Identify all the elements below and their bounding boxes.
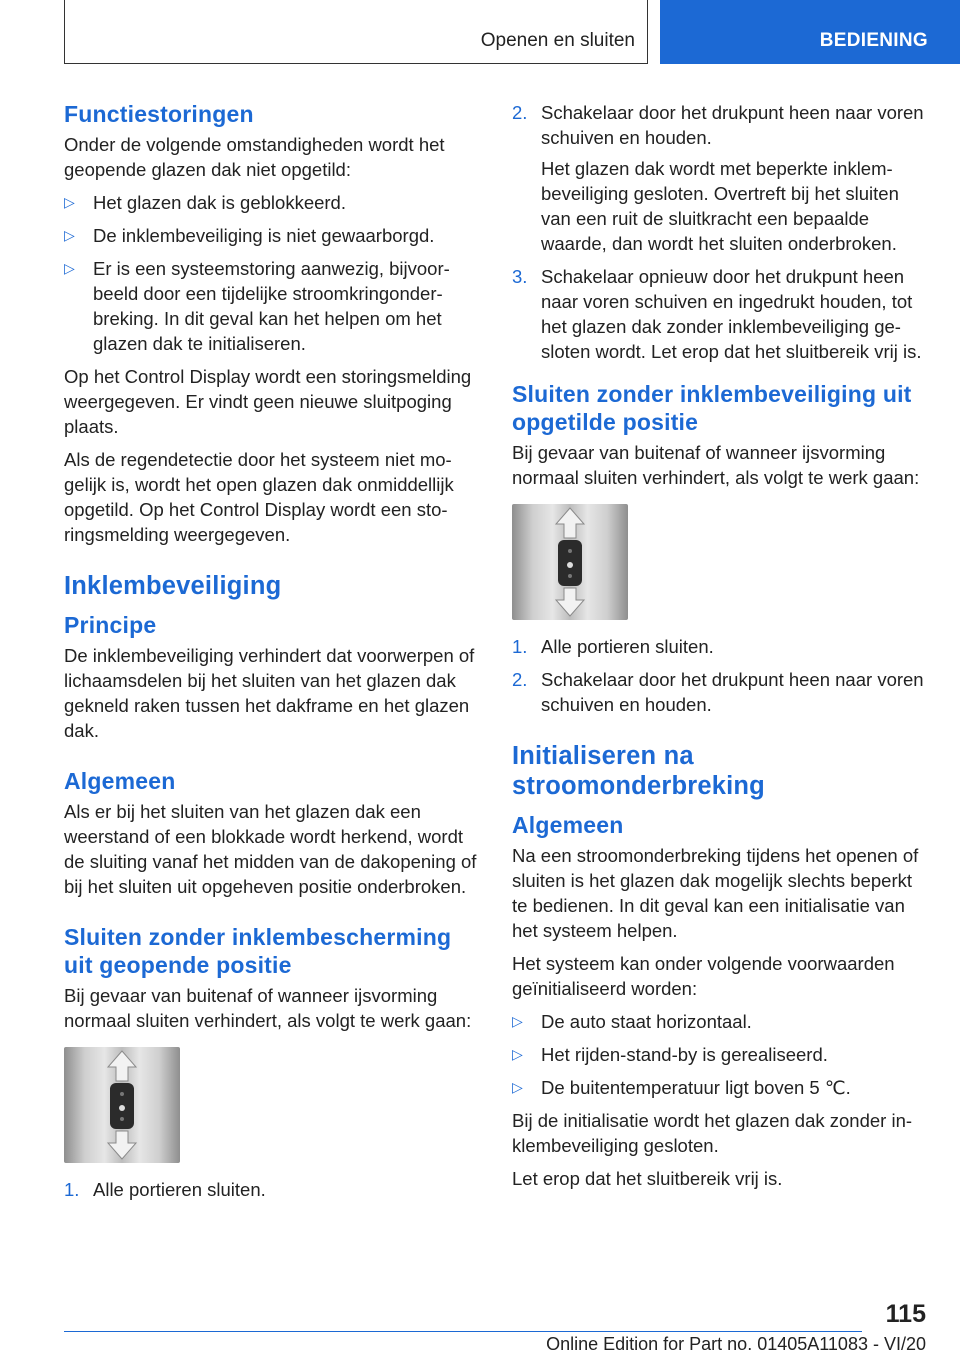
paragraph: Let erop dat het sluitbereik vrij is. (512, 1168, 783, 1189)
switch-icon (558, 540, 582, 586)
step-list (64, 1177, 480, 1202)
triangle-bullet-icon: ▷ (64, 227, 75, 243)
roof-switch-illustration (64, 1047, 180, 1163)
list-item: 1. Alle portieren sluiten. (512, 636, 714, 657)
heading-algemeen: Algemeen (64, 768, 176, 794)
chapter-tab: BEDIENING (819, 30, 928, 51)
heading-sluiten-geopend: Sluiten zonder inklembescherming uit geopende positie (64, 924, 452, 978)
switch-icon (110, 1083, 134, 1129)
page-number: 115 (885, 1300, 926, 1328)
triangle-bullet-icon: ▷ (64, 260, 75, 276)
heading-principe: Principe (64, 612, 157, 638)
triangle-bullet-icon: ▷ (64, 194, 75, 210)
triangle-bullet-icon: ▷ (512, 1046, 523, 1062)
paragraph: Het systeem kan onder volgende voorwaarden geïnitialiseerd worden: (512, 953, 895, 999)
bullet-list (512, 1009, 928, 1100)
list-item: ▷ Het rijden-stand-by is gerealiseerd. (512, 1044, 828, 1065)
paragraph: Bij gevaar van buitenaf of wanneer ijsvorming normaal sluiten verhindert, als volgt te werk gaan: (64, 985, 472, 1031)
paragraph: Bij gevaar van buitenaf of wanneer ijsvorming normaal sluiten verhindert, als volgt te werk gaan: (512, 442, 920, 488)
heading-inklembeveiliging: Inklembeveiliging (64, 572, 282, 600)
roof-switch-illustration (512, 504, 628, 620)
right-column (512, 100, 928, 1199)
list-item: ▷ De auto staat horizontaal. (512, 1011, 752, 1032)
triangle-bullet-icon: ▷ (512, 1079, 523, 1095)
heading-algemeen: Algemeen (512, 812, 624, 838)
list-item: 2. Schakelaar door het drukpunt heen naar voren schuiven en houden. (512, 669, 924, 715)
step-list (512, 100, 928, 364)
bullet-list (64, 190, 480, 356)
chapter-tab-box (660, 0, 960, 64)
heading-initialiseren: Initialiseren na stroomonderbreking (512, 742, 765, 800)
heading-functiestoringen: Functiestoringen (64, 101, 254, 127)
paragraph: De inklembeveiliging verhindert dat voorwerpen of lichaamsdelen bij het sluiten van het glazen dak gekneld raken tussen het dakframe en het glazen dak. (64, 645, 475, 741)
list-item: ▷ Er is een systeemstoring aanwezig, bijvoorbeeld door een tijdelijke stroomkringonderbreking. In dit geval kan het helpen om het glazen dak te initialiseren. (64, 258, 450, 354)
step-list (512, 634, 928, 717)
left-column (64, 100, 480, 1210)
heading-sluiten-opgetild: Sluiten zonder inklembeveiliging uit opgetilde positie (512, 381, 912, 435)
list-item: ▷ De inklembeveiliging is niet gewaarborgd. (64, 225, 435, 246)
list-item: 1. Alle portieren sluiten. (64, 1179, 266, 1200)
paragraph: Als de regendetectie door het systeem niet mogelijk is, wordt het open glazen dak onmiddellijk opgetild. Op het Control Display wordt een storingsmelding weergegeven. (64, 449, 454, 545)
paragraph: Bij de initialisatie wordt het glazen dak zonder inklembeveiliging gesloten. (512, 1110, 913, 1156)
list-item: 2. Schakelaar door het drukpunt heen naar voren schuiven en houden. Het glazen dak wordt met beperkte inklembeveiliging gesloten. Overtreft bij het sluiten van een ruit de sluitkracht een bepaalde waarde, dan wordt het sluiten onderbroken. (512, 102, 924, 254)
paragraph: Na een stroomonderbreking tijdens het openen of sluiten is het glazen dak mogelijk slechts beperkt te bedienen. In dit geval kan een initialisatie van het systeem helpen. (512, 845, 919, 941)
list-item: ▷ Het glazen dak is geblokkeerd. (64, 192, 346, 213)
paragraph: Onder de volgende omstandigheden wordt het geopende glazen dak niet opgetild: (64, 134, 445, 180)
paragraph: Als er bij het sluiten van het glazen dak een weerstand of een blokkade wordt herkend, wordt de sluiting vanaf het midden van de dakopening of bij het sluiten uit opgeheven positie onderbroken. (64, 801, 477, 897)
list-item: 3. Schakelaar opnieuw door het drukpunt heen naar voren schuiven en ingedrukt houden, tot het glazen dak zonder inklembeveiliging gesloten wordt. Let erop dat het sluitbereik vrij is. (512, 266, 922, 362)
section-title: Openen en sluiten (480, 30, 635, 51)
triangle-bullet-icon: ▷ (512, 1013, 523, 1029)
paragraph: Op het Control Display wordt een storingsmelding weergegeven. Er vindt geen nieuwe sluitpoging plaats. (64, 366, 472, 437)
header-section-box (64, 0, 648, 64)
list-item: ▷ De buitentemperatuur ligt boven 5 ℃. (512, 1077, 851, 1098)
edition-text: Online Edition for Part no. 01405A11083 - VI/20 (546, 1334, 926, 1354)
footer-divider (64, 1331, 862, 1332)
